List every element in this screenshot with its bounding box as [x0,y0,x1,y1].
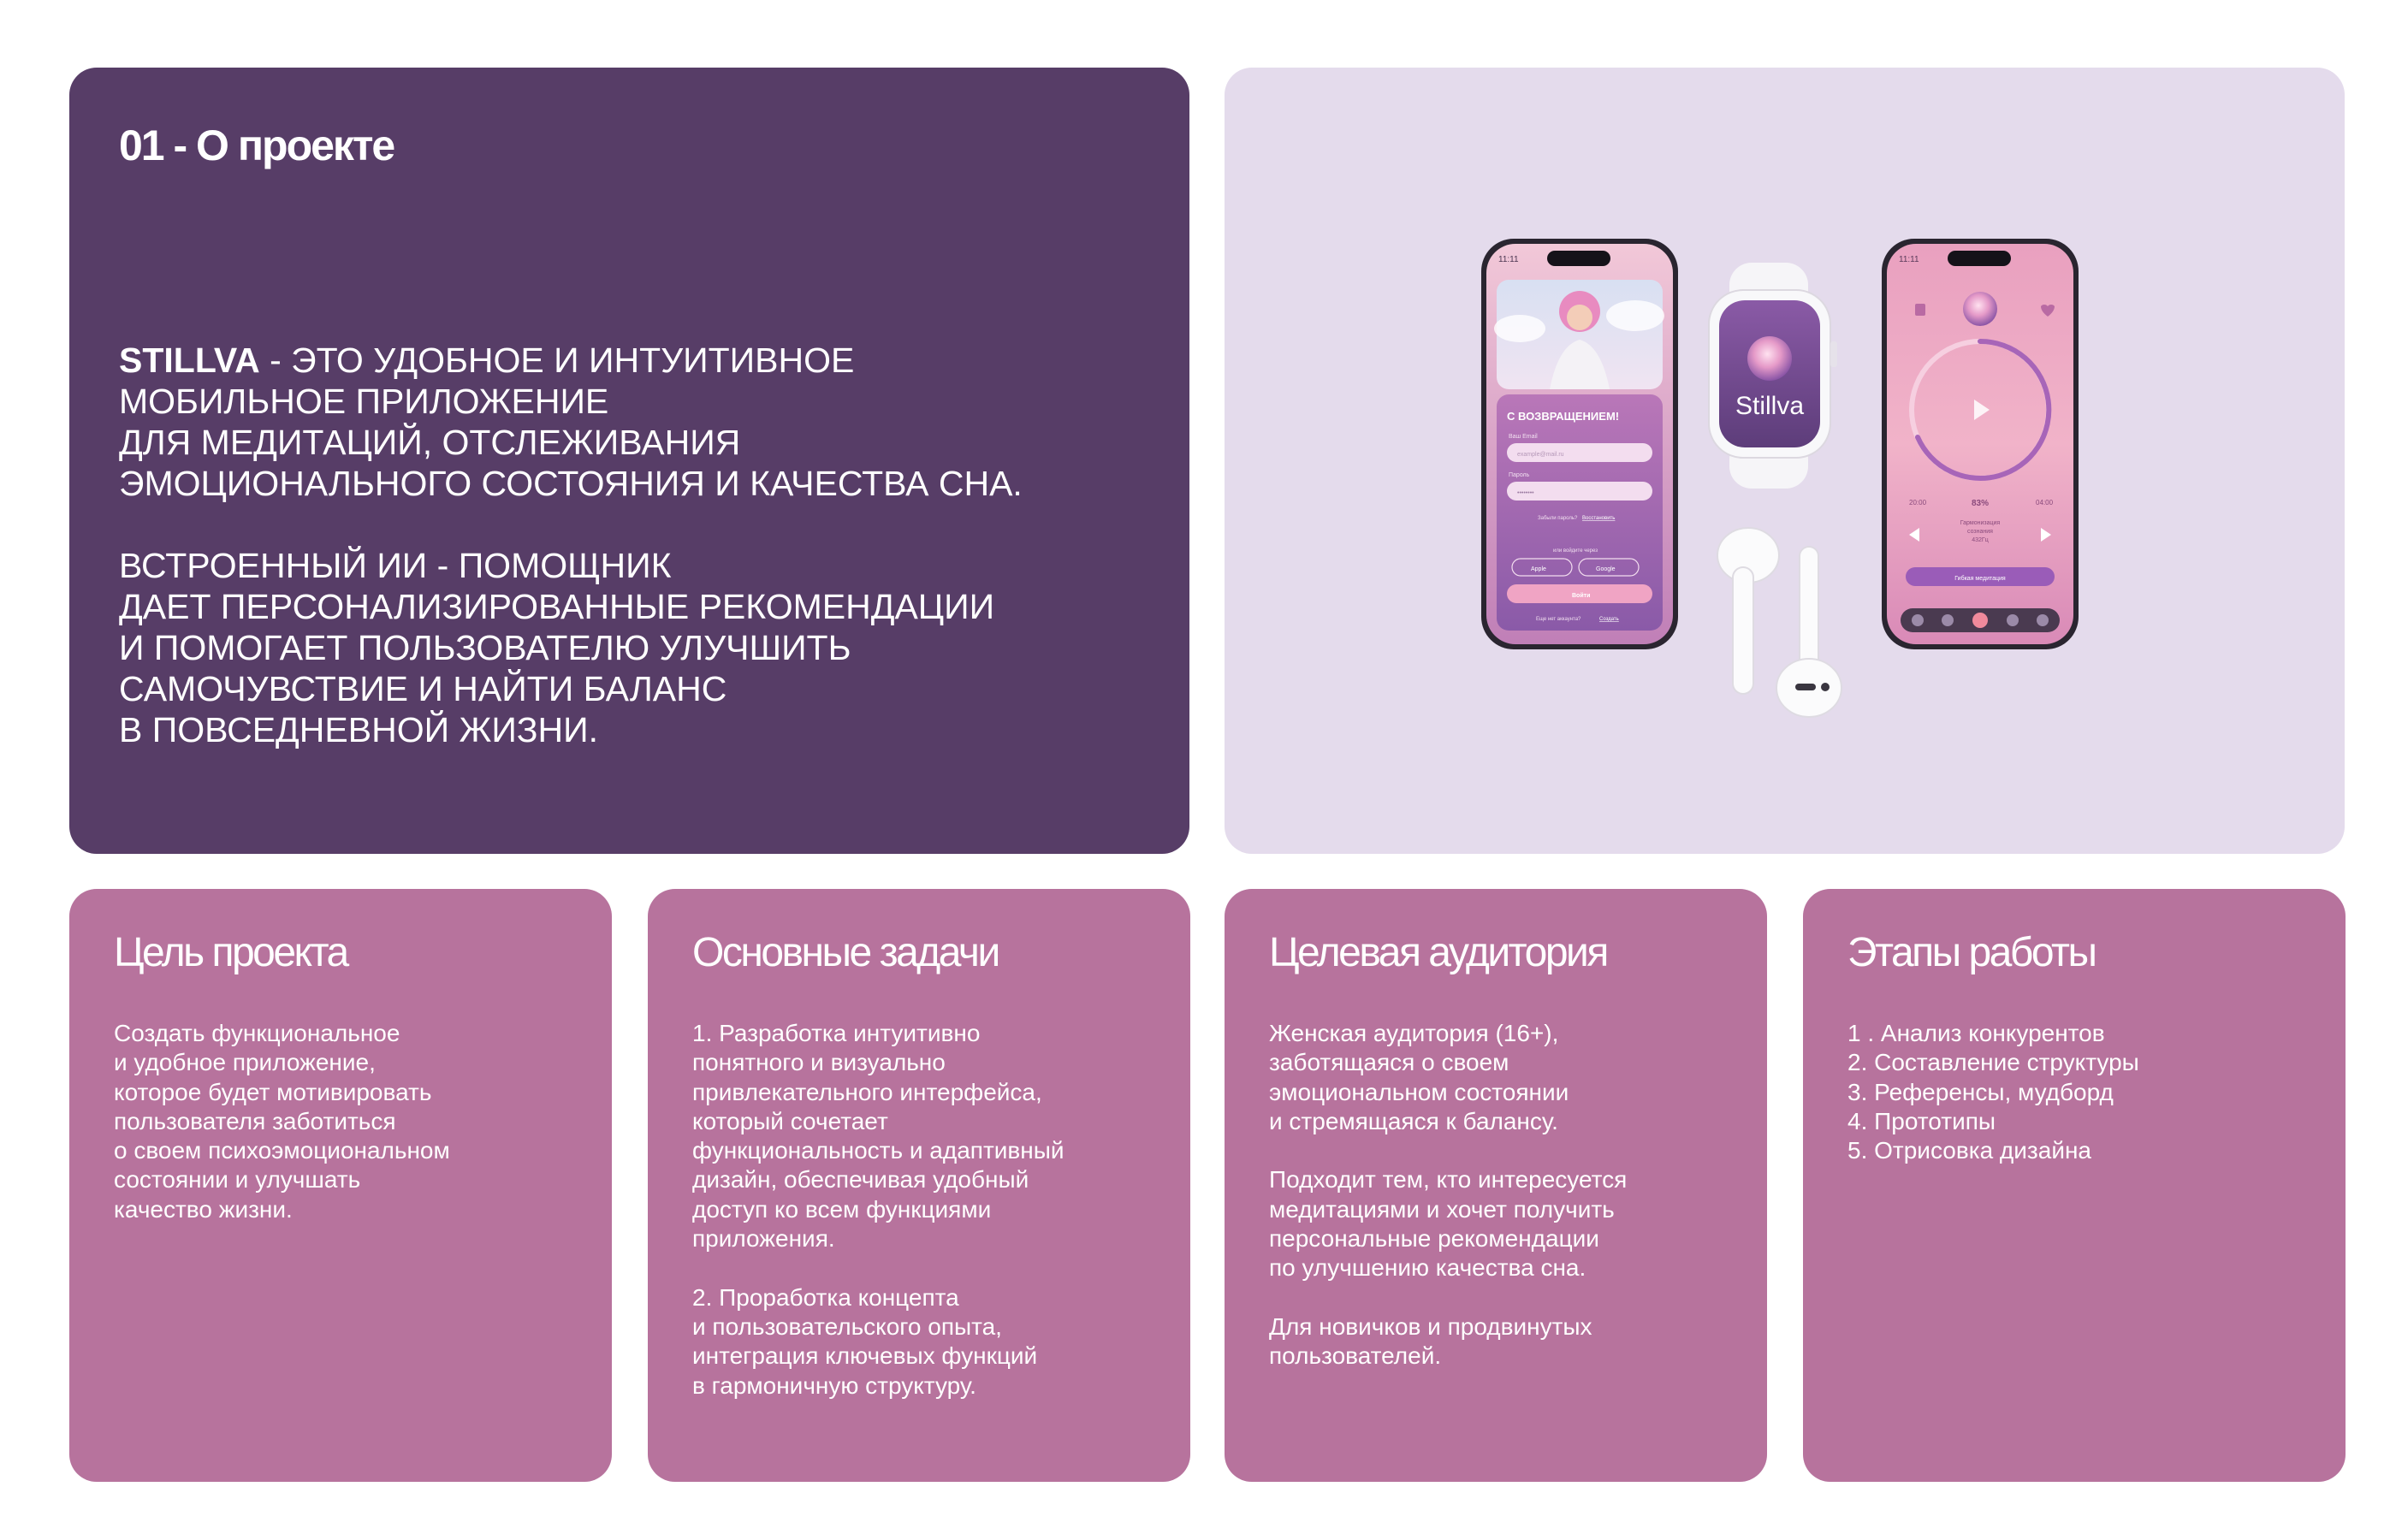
track-line-2: сознания [1967,529,1993,535]
email-placeholder: example@mail.ru [1517,452,1564,458]
player-phone [1882,239,2079,649]
status-time: 11:11 [1498,255,1519,264]
audience-title: Целевая аудитория [1269,930,1607,975]
tasks-card [648,889,1190,1482]
restore-link[interactable]: Восстановить [1582,516,1616,521]
progress-percent: 83% [1971,499,1990,508]
goal-title: Цель проекта [114,930,347,975]
player-status-time: 11:11 [1899,255,1919,264]
nav-play-icon[interactable] [1972,613,1988,628]
track-line-1: Гармонизация [1960,520,2001,526]
apple-label: Apple [1531,566,1546,572]
about-card [69,68,1189,854]
stages-title: Этапы работы [1847,930,2096,975]
about-intro [119,340,1155,504]
tasks-title: Основные задачи [692,930,999,975]
audience-card [1225,889,1767,1482]
time-start: 20:00 [1909,499,1927,506]
about-ai-text: ВСТРОЕННЫЙ ИИ - ПОМОЩНИК ДАЕТ ПЕРСОНАЛИЗИРОВАННЫЕ РЕКОМЕНДАЦИИ И ПОМОГАЕТ ПОЛЬЗОВАТЕЛЮ УЛУЧШИТЬ САМОЧУВСТВИЕ И НАЙТИ БАЛАНС В ПОВСЕДНЕВНОЙ ЖИЗНИ. [119,546,995,749]
password-dots: •••••••• [1517,490,1534,496]
time-end: 04:00 [2036,499,2054,506]
tasks-text: 1. Разработка интуитивно понятного и визуально привлекательного интерфейса, который сочетает функциональность и адаптивный дизайн, обеспечивая удобный доступ ко всем функциями приложения. 2. Проработка концепта и пользовательского опыта, интеграция ключевых функций в гармоничную структуру. [692,1020,1065,1399]
nav-profile-icon[interactable] [2037,614,2049,626]
smartwatch [1709,263,1837,489]
stages-text: 1 . Анализ конкурентов 2. Составление структуры 3. Референсы, мудборд 4. Прототипы 5. Отрисовка дизайна [1847,1020,2139,1164]
stages-card [1803,889,2346,1482]
watch-logo: Stillva [1735,392,1805,420]
login-phone [1481,239,1678,649]
goal-card [69,889,612,1482]
or-login-label: или войдите через [1553,548,1598,554]
forgot-password: Забыли пароль? [1538,516,1578,521]
no-account-label: Еще нет аккаунта? [1536,617,1581,622]
about-body [119,340,1155,791]
mockup-card [1225,68,2345,854]
device-mockup-illustration [1225,68,2345,854]
google-label: Google [1596,566,1616,572]
email-label: Ваш Email [1509,434,1538,440]
category-label: Гибкая медитация [1954,576,2006,582]
track-line-3: 432Гц [1972,537,1989,543]
nav-home-icon[interactable] [1912,614,1924,626]
about-title: 01 - О проекте [119,121,394,169]
brand-name: STILLVA [119,341,260,380]
avatar[interactable] [1963,292,1997,326]
login-button-label: Войти [1572,593,1591,599]
password-label: Пароль [1509,472,1530,478]
bookmark-icon[interactable] [1915,304,1925,316]
nav-search-icon[interactable] [1942,614,1954,626]
earbuds [1717,528,1841,717]
about-intro-text: - ЭТО УДОБНОЕ И ИНТУИТИВНОЕ МОБИЛЬНОЕ ПРИЛОЖЕНИЕ ДЛЯ МЕДИТАЦИЙ, ОТСЛЕЖИВАНИЯ ЭМОЦИОНАЛЬНОГО СОСТОЯНИЯ И КАЧЕСТВА СНА. [119,341,1023,503]
login-heading: С ВОЗВРАЩЕНИЕМ! [1507,410,1620,423]
audience-text: Женская аудитория (16+), заботящаяся о своем эмоциональном состоянии и стремящаяся к балансу. Подходит тем, кто интересуется медитациями и хочет получить персональные рекомендации по улучшению качества сна. Для новичков и продвинутых пользователей. [1269,1020,1628,1370]
goal-text: Создать функциональное и удобное приложение, которое будет мотивировать пользователя заботиться о своем психоэмоциональном состоянии и улучшать качество жизни. [114,1020,450,1223]
nav-chat-icon[interactable] [2007,614,2019,626]
signup-link[interactable]: Создать [1599,617,1619,622]
